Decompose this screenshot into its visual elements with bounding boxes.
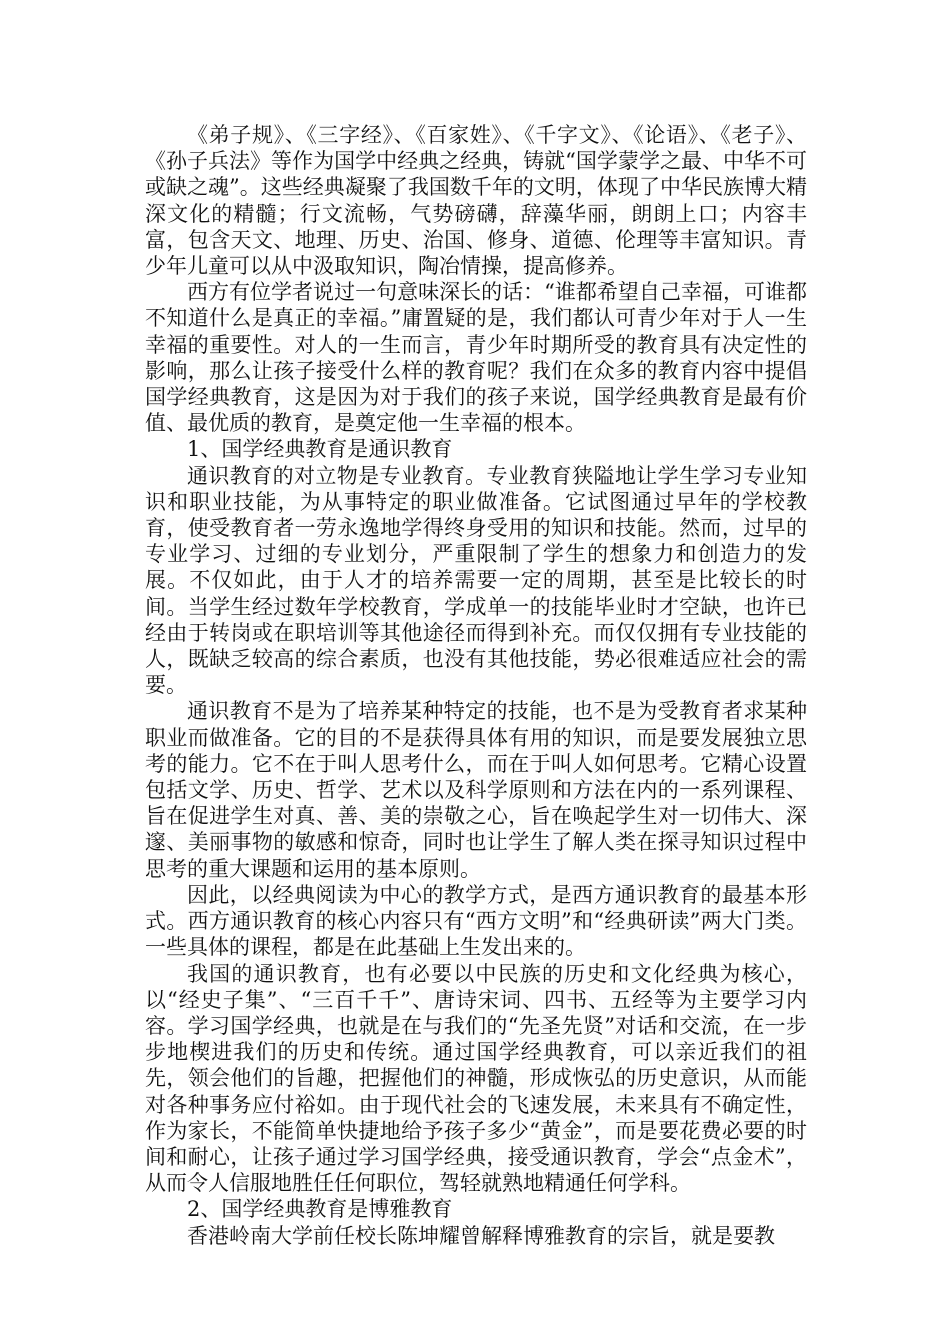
section-heading-liberal-education: 2、国学经典教育是博雅教育 <box>187 1197 453 1222</box>
paragraph-western-general-education: 因此，以经典阅读为中心的教学方式，是西方通识教育的最基本形式。西方通识教育的核心内容只有“西方文明”和“经典研读”两大门类。一些具体的课程，都是在此基础上生发出来的。 <box>145 882 807 960</box>
paragraph-lingnan-president: 香港岭南大学前任校长陈坤耀曾解释博雅教育的宗旨，就是要教 <box>187 1223 775 1248</box>
document-body <box>145 122 807 1249</box>
paragraph-classics-intro: 《弟子规》、《三字经》、《百家姓》、《千字文》、《论语》、《老子》、《孙子兵法》等作为国学中经典之经典，铸就“国学蒙学之最、中华不可或缺之魂”。这些经典凝聚了我国数千年的文明，体现了中华民族博大精深文化的精髓；行文流畅，气势磅礴，辞藻华丽，朗朗上口；内容丰富，包含天文、地理、历史、治国、修身、道德、伦理等丰富知识。青少年儿童可以从中汲取知识，陶冶情操，提高修养。 <box>145 123 807 279</box>
paragraph-general-education-purpose: 通识教育不是为了培养某种特定的技能，也不是为受教育者求某种职业而做准备。它的目的不是获得具体有用的知识，而是要发展独立思考的能力。它不在于叫人思考什么，而在于叫人如何思考。它精心设置包括文学、历史、哲学、艺术以及科学原则和方法在内的一系列课程、旨在促进学生对真、善、美的崇敬之心，旨在唤起学生对一切伟大、深邃、美丽事物的敏感和惊奇，同时也让学生了解人类在探寻知识过程中思考的重大课题和运用的基本原则。 <box>145 699 807 881</box>
paragraph-happiness-quote: 西方有位学者说过一句意味深长的话：“谁都希望自己幸福，可谁都不知道什么是真正的幸福。”庸置疑的是，我们都认可青少年对于人一生幸福的重要性。对人的一生而言，青少年时期所受的教育具有决定性的影响，那么让孩子接受什么样的教育呢？我们在众多的教育内容中提倡国学经典教育，这是因为对于我们的孩子来说，国学经典教育是最有价值、最优质的教育，是奠定他一生幸福的根本。 <box>145 280 807 436</box>
paragraph-chinese-general-education: 我国的通识教育，也有必要以中民族的历史和文化经典为核心，以“经史子集”、“三百千千”、唐诗宋词、四书、五经等为主要学习内容。学习国学经典，也就是在与我们的“先圣先贤”对话和交流，在一步步地楔进我们的历史和传统。通过国学经典教育，可以亲近我们的祖先，领会他们的旨趣，把握他们的神髓，形成恢弘的历史意识，从而能对各种事务应付裕如。由于现代社会的飞速发展，未来具有不确定性，作为家长，不能简单快捷地给予孩子多少“黄金”，而是要花费必要的时间和耐心，让孩子通过学习国学经典，接受通识教育，学会“点金术”，从而令人信服地胜任任何职位，驾轻就熟地精通任何学科。 <box>145 961 807 1196</box>
section-heading-general-education: 1、国学经典教育是通识教育 <box>187 437 453 462</box>
paragraph-professional-education: 通识教育的对立物是专业教育。专业教育狭隘地让学生学习专业知识和职业技能，为从事特定的职业做准备。它试图通过早年的学校教育，使受教育者一劳永逸地学得终身受用的知识和技能。然而，过早的专业学习、过细的专业划分，严重限制了学生的想象力和创造力的发展。不仅如此，由于人才的培养需要一定的周期，甚至是比较长的时间。当学生经过数年学校教育，学成单一的技能毕业时才空缺，也许已经由于转岗或在职培训等其他途径而得到补充。而仅仅拥有专业技能的人，既缺乏较高的综合素质，也没有其他技能，势必很难适应社会的需要。 <box>145 463 807 698</box>
